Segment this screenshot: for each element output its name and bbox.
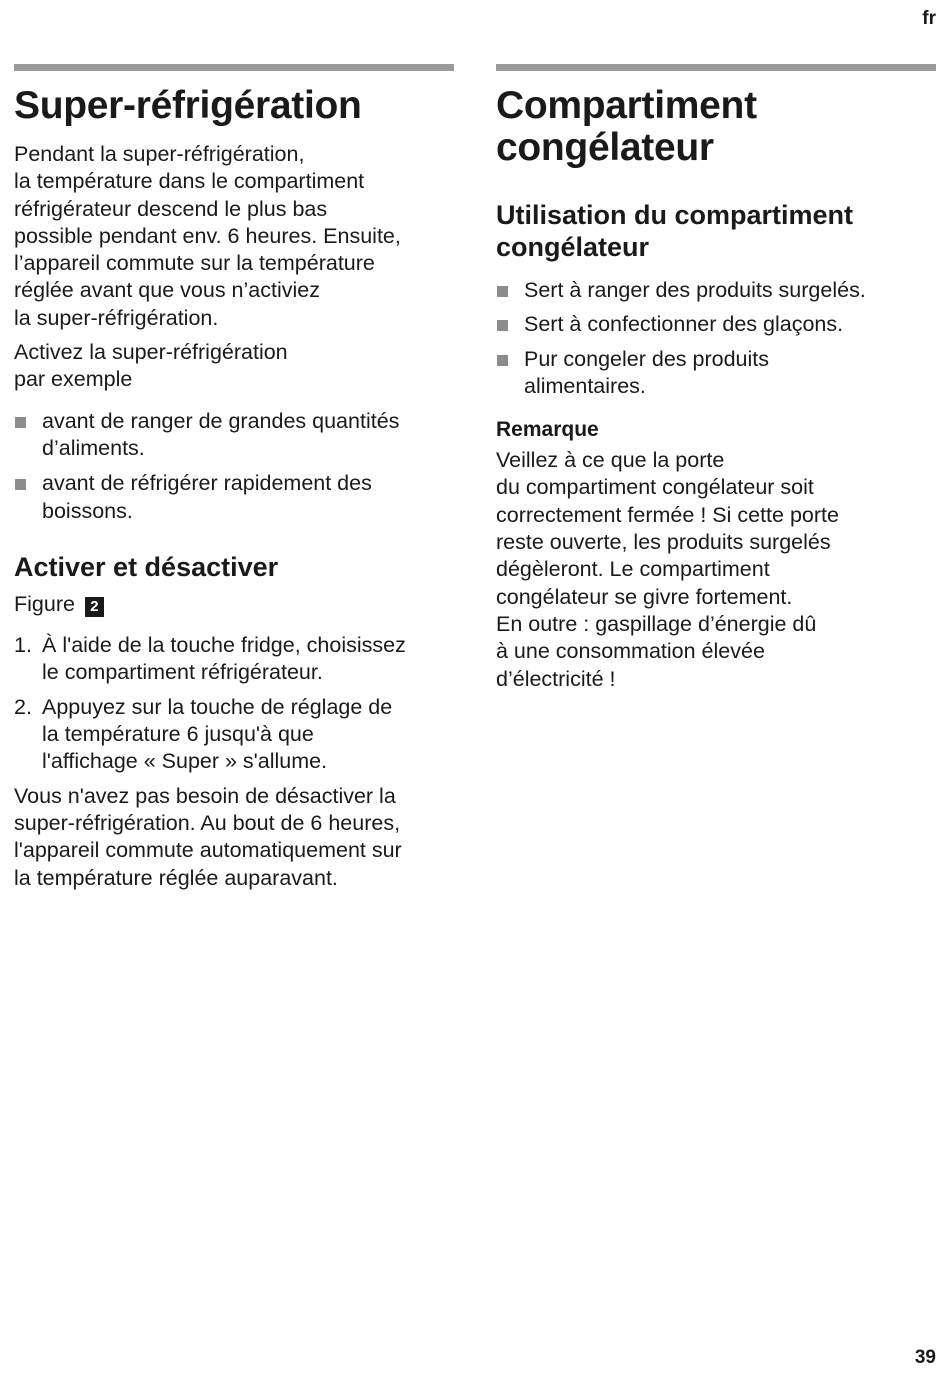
closing-paragraph bbox=[14, 783, 454, 892]
title-line: congélateur bbox=[496, 126, 714, 169]
text-line: d’aliments. bbox=[42, 435, 145, 460]
section-rule bbox=[496, 64, 936, 71]
text-line: la super-réfrigération. bbox=[14, 305, 219, 330]
text-line: reste ouverte, les produits surgelés bbox=[496, 530, 831, 555]
text-line: super-réfrigération. Au bout de 6 heures, bbox=[14, 810, 401, 835]
text-line: alimentaires. bbox=[524, 373, 646, 398]
text-line: la température dans le compartiment bbox=[14, 169, 365, 194]
text-line: réglée avant que vous n’activiez bbox=[14, 278, 320, 303]
text-line: Sert à ranger des produits surgelés. bbox=[524, 278, 866, 302]
text-line: dégèleront. Le compartiment bbox=[496, 557, 770, 582]
heading-line: congélateur bbox=[496, 232, 650, 262]
language-tag: fr bbox=[922, 8, 936, 29]
step-marker: 2. bbox=[14, 694, 32, 719]
text-line: Appuyez sur la touche de réglage de bbox=[42, 694, 393, 719]
text-line: réfrigérateur descend le plus bas bbox=[14, 196, 328, 221]
super-refrigeration-title: Super-réfrigération bbox=[14, 84, 362, 127]
text-line: possible pendant env. 6 heures. Ensuite, bbox=[14, 223, 401, 248]
figure-label: Figure bbox=[14, 591, 75, 616]
right-column bbox=[496, 64, 936, 693]
text-line: congélateur se givre fortement. bbox=[496, 584, 793, 609]
text-line: Pur congeler des produits bbox=[524, 346, 770, 371]
text-line: avant de réfrigérer rapidement des bbox=[42, 471, 372, 496]
list-item bbox=[496, 277, 936, 304]
note-label: Remarque bbox=[496, 418, 599, 442]
list-item bbox=[14, 408, 454, 463]
text-line: boissons. bbox=[42, 498, 133, 523]
section-rule bbox=[14, 64, 454, 71]
text-line: la température réglée auparavant. bbox=[14, 865, 338, 890]
heading-line: Utilisation du compartiment bbox=[496, 200, 854, 230]
text-line: du compartiment congélateur soit bbox=[496, 475, 814, 500]
text-line: le compartiment réfrigérateur. bbox=[42, 660, 323, 685]
page-number: 39 bbox=[914, 1347, 936, 1368]
title-line: Compartiment bbox=[496, 84, 757, 127]
text-line: À l'aide de la touche fridge, choisissez bbox=[42, 633, 406, 658]
text-line: l’appareil commute sur la température bbox=[14, 251, 375, 276]
figure-reference bbox=[14, 591, 454, 618]
text-line: Vous n'avez pas besoin de désactiver la bbox=[14, 783, 396, 808]
text-line: à une consommation élevée bbox=[496, 639, 765, 664]
text-line: l'appareil commute automatiquement sur bbox=[14, 838, 402, 863]
note-paragraph bbox=[496, 447, 936, 693]
list-item bbox=[496, 346, 936, 401]
step-item bbox=[14, 694, 454, 776]
text-line: l'affichage « Super » s'allume. bbox=[42, 749, 328, 774]
example-paragraph bbox=[14, 339, 454, 394]
step-item bbox=[14, 632, 454, 687]
text-line: avant de ranger de grandes quantités bbox=[42, 408, 400, 433]
text-line: d’électricité ! bbox=[496, 666, 616, 691]
activate-deactivate-heading: Activer et désactiver bbox=[14, 551, 279, 582]
text-line: Pendant la super-réfrigération, bbox=[14, 142, 305, 166]
text-line: par exemple bbox=[14, 367, 133, 392]
text-line: Sert à confectionner des glaçons. bbox=[524, 312, 844, 337]
text-line: la température 6 jusqu'à que bbox=[42, 722, 314, 747]
usage-bullet-list bbox=[496, 277, 936, 400]
step-marker: 1. bbox=[14, 633, 32, 658]
left-column bbox=[14, 64, 454, 892]
intro-paragraph bbox=[14, 141, 454, 332]
text-line: Veillez à ce que la porte bbox=[496, 448, 725, 473]
text-line: Activez la super-réfrigération bbox=[14, 340, 288, 365]
freezer-compartment-title bbox=[496, 85, 936, 169]
text-line: En outre : gaspillage d’énergie dû bbox=[496, 611, 817, 636]
list-item bbox=[14, 470, 454, 525]
freezer-usage-heading bbox=[496, 199, 936, 263]
steps-list bbox=[14, 632, 454, 775]
text-line: correctement fermée ! Si cette porte bbox=[496, 502, 839, 527]
figure-number-badge: 2 bbox=[85, 597, 104, 617]
list-item bbox=[496, 311, 936, 338]
example-bullet-list bbox=[14, 408, 454, 525]
